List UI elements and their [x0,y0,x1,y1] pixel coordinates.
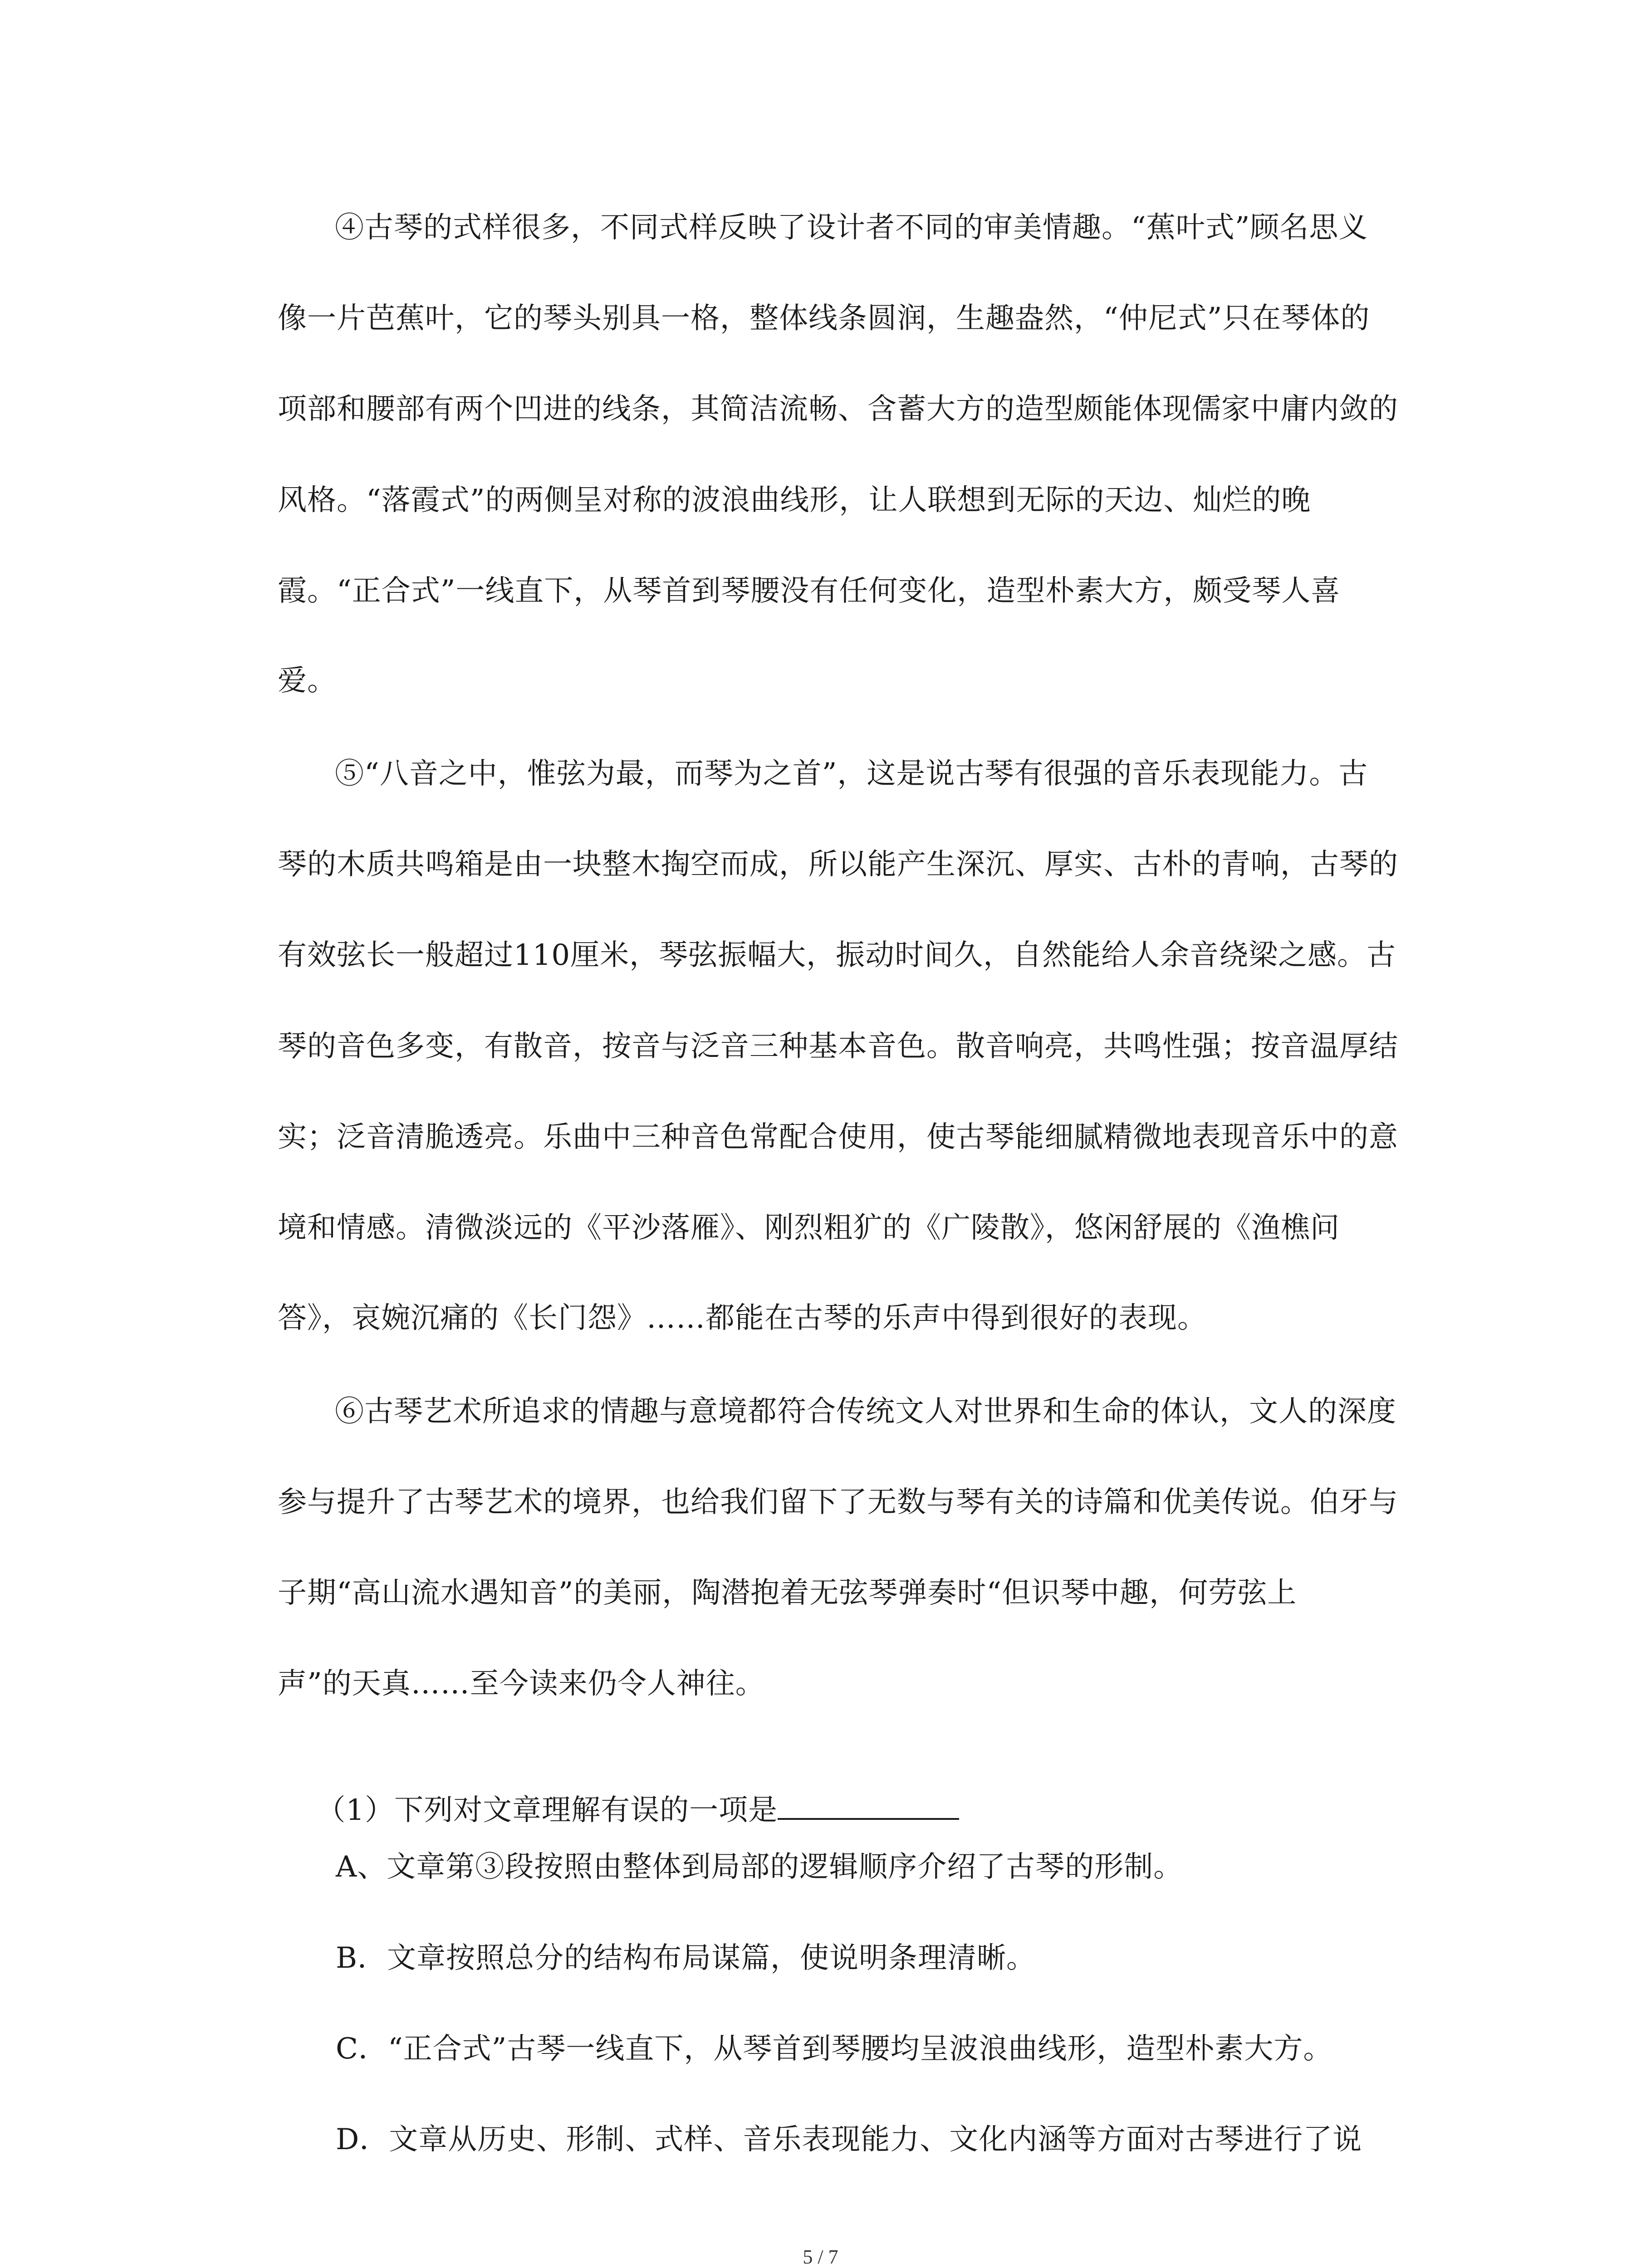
paragraph-line: 霞。“正合式”一线直下，从琴首到琴腰没有任何变化，造型朴素大方，颇受琴人喜 [278,574,1341,608]
paragraph-line: 像一片芭蕉叶，它的琴头别具一格，整体线条圆润，生趣盎然，“仲尼式”只在琴体的 [278,302,1370,335]
paragraph-line: 风格。“落霞式”的两侧呈对称的波浪曲线形，让人联想到无际的天边、灿烂的晚 [278,484,1311,517]
paragraph-line: 爱。 [278,664,337,698]
paragraph-line: 参与提升了古琴艺术的境界，也给我们留下了无数与琴有关的诗篇和优美传说。伯牙与 [278,1486,1398,1519]
paragraph-line: 有效弦长一般超过110厘米，琴弦振幅大，振动时间久，自然能给人余音绕梁之感。古 [278,938,1396,972]
page-number: 5 / 7 [803,2246,838,2268]
question-1-stem [278,1762,959,1854]
paragraph-line: 声”的天真……至今读来仍令人神往。 [278,1667,765,1701]
paragraph-line: ④古琴的式样很多，不同式样反映了设计者不同的审美情趣。“蕉叶式”顾名思义 [335,211,1368,244]
paragraph-line: ⑥古琴艺术所追求的情趣与意境都符合传统文人对世界和生命的体认，文人的深度 [335,1395,1396,1428]
paragraph-line: 子期“高山流水遇知音”的美丽，陶潜抱着无弦琴弹奏时“但识琴中趣，何劳弦上 [278,1576,1297,1610]
paragraph-line: 琴的音色多变，有散音，按音与泛音三种基本音色。散音响亮，共鸣性强；按音温厚结 [278,1030,1398,1063]
option-c: C．“正合式”古琴一线直下，从琴首到琴腰均呈波浪曲线形，造型朴素大方。 [336,2032,1333,2066]
paragraph-line: 实；泛音清脆透亮。乐曲中三种音色常配合使用，使古琴能细腻精微地表现音乐中的意 [278,1120,1398,1154]
option-a: A、文章第③段按照由整体到局部的逻辑顺序介绍了古琴的形制。 [336,1850,1183,1884]
paragraph-line: 项部和腰部有两个凹进的线条，其简洁流畅、含蓄大方的造型颇能体现儒家中庸内敛的 [278,392,1398,426]
paragraph-line: ⑤“八音之中，惟弦为最，而琴为之首”，这是说古琴有很强的音乐表现能力。古 [335,757,1368,791]
option-b: B．文章按照总分的结构布局谋篇，使说明条理清晰。 [336,1941,1036,1975]
paragraph-line: 境和情感。清微淡远的《平沙落雁》、刚烈粗犷的《广陵散》，悠闲舒展的《渔樵问 [278,1211,1340,1245]
answer-blank [778,1791,959,1820]
paragraph-line: 答》，哀婉沉痛的《长门怨》……都能在古琴的乐声中得到很好的表现。 [278,1301,1207,1335]
option-d: D．文章从历史、形制、式样、音乐表现能力、文化内涵等方面对古琴进行了说 [336,2123,1362,2156]
question-1-text: （1）下列对文章理解有误的一项是 [316,1794,778,1827]
paragraph-line: 琴的木质共鸣箱是由一块整木掏空而成，所以能产生深沉、厚实、古朴的青响，古琴的 [278,848,1398,881]
